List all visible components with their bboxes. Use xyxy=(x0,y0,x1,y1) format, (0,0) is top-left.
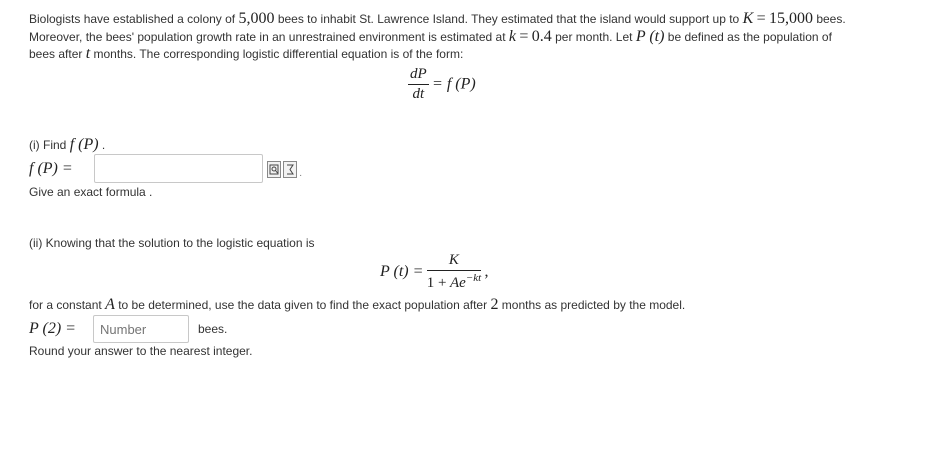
solution-denominator xyxy=(427,271,481,292)
ode-numerator: dP xyxy=(408,66,429,85)
intro-line-1 xyxy=(29,10,846,28)
part2-instruction xyxy=(29,296,685,314)
solution-lhs: P (t) = xyxy=(380,263,424,280)
ode-rhs: = f (P) xyxy=(432,75,476,93)
population-answer-input[interactable] xyxy=(93,315,189,343)
ode-fraction xyxy=(408,66,429,103)
part2-prompt: (ii) Knowing that the solution to the logistic equation is xyxy=(29,236,315,250)
equals-sign: = xyxy=(756,10,766,27)
part1-prompt xyxy=(29,136,105,154)
part1-answer-label: f (P) = xyxy=(29,160,73,177)
intro-text: months. The corresponding logistic differential equation is of the form: xyxy=(93,47,464,61)
solution-numerator: K xyxy=(427,252,481,271)
carrying-capacity-value: 15,000 xyxy=(768,10,813,27)
intro-text: bees. xyxy=(816,12,846,26)
denominator-exponent: −kt xyxy=(465,272,482,284)
logistic-solution xyxy=(380,252,488,292)
part2-answer-label: P (2) = xyxy=(29,320,76,337)
logistic-ode xyxy=(408,66,476,103)
denominator-one-plus: 1 + xyxy=(426,275,447,291)
growth-rate-value: 0.4 xyxy=(531,28,552,45)
ode-denominator: dt xyxy=(412,86,425,102)
growth-rate-symbol: k xyxy=(508,28,517,45)
intro-line-3 xyxy=(29,45,463,63)
part2-hint: Round your answer to the nearest integer. xyxy=(29,344,253,358)
colony-size: 5,000 xyxy=(238,10,275,27)
intro-text: Moreover, the bees' population growth rate in an unrestrained environment is estimated at xyxy=(29,30,506,44)
intro-text: per month. Let xyxy=(555,30,633,44)
part1-text: (i) Find xyxy=(29,138,67,152)
intro-text: Biologists have established a colony of xyxy=(29,12,236,26)
toolbar-dot: · xyxy=(299,170,303,181)
equals-sign: = xyxy=(519,28,529,45)
months-value: 2 xyxy=(490,296,499,313)
constant-A: A xyxy=(105,296,115,313)
part2-text: for a constant xyxy=(29,298,102,312)
intro-line-2 xyxy=(29,28,832,46)
carrying-capacity-symbol: K xyxy=(742,10,754,27)
denominator-Ae: Ae xyxy=(449,275,466,291)
population-function: P (t) xyxy=(635,28,665,45)
intro-text: bees after xyxy=(29,47,83,61)
formula-answer-field[interactable] xyxy=(94,154,263,183)
part2-text: to be determined, use the data given to find the exact population after xyxy=(118,298,488,312)
intro-text: be defined as the population of xyxy=(667,30,832,44)
part2-text: months as predicted by the model. xyxy=(501,298,686,312)
answer-unit: bees. xyxy=(198,322,228,336)
formula-editor-icon[interactable] xyxy=(283,161,297,178)
part1-function: f (P) xyxy=(69,136,99,153)
solution-fraction xyxy=(427,252,481,292)
time-symbol: t xyxy=(85,45,91,62)
part1-text: . xyxy=(101,138,106,152)
part1-hint: Give an exact formula . xyxy=(29,185,153,199)
formula-preview-icon[interactable] xyxy=(267,161,281,178)
intro-text: bees to inhabit St. Lawrence Island. They estimated that the island would support up to xyxy=(277,12,740,26)
solution-comma: , xyxy=(484,263,489,280)
